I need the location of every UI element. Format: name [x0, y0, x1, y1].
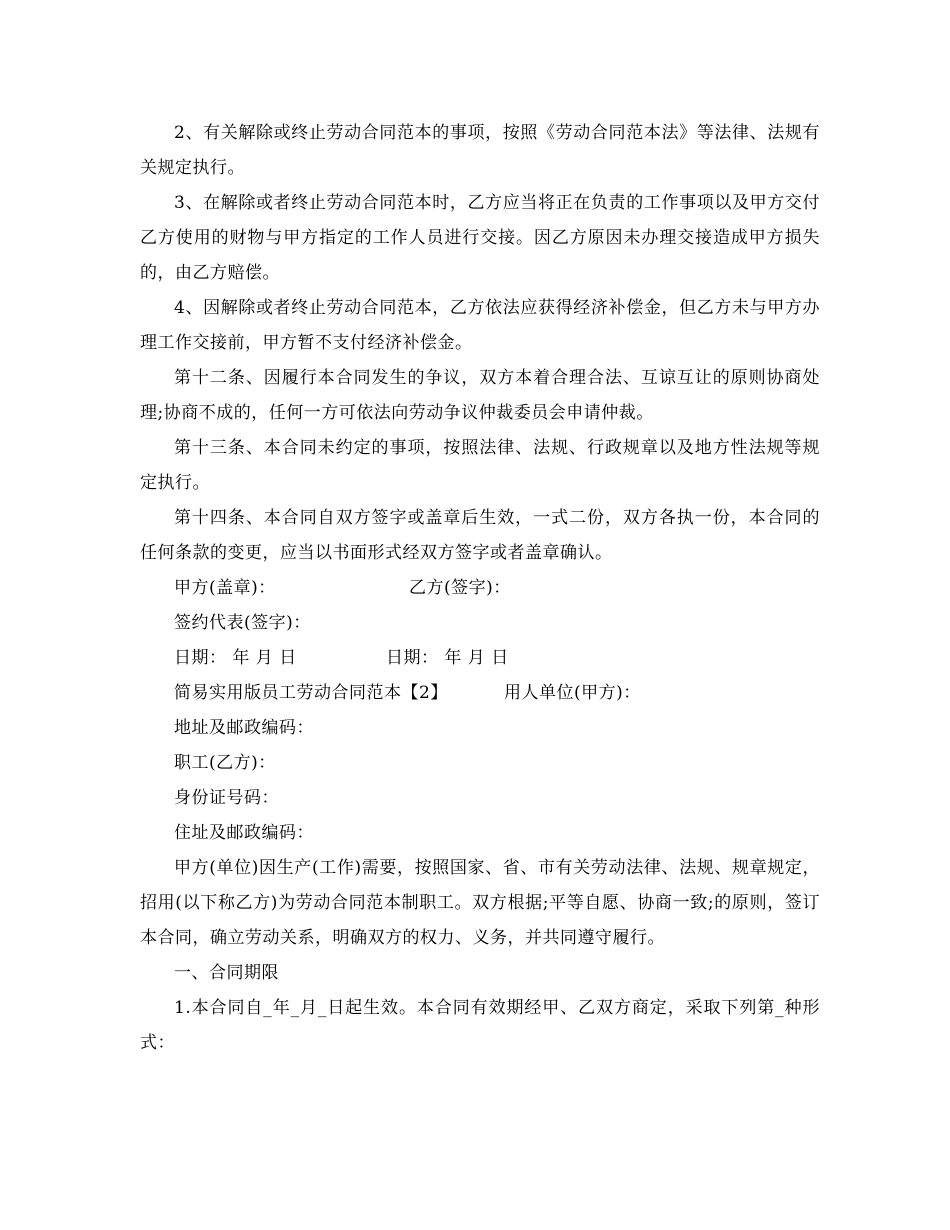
clause-effective-date: 1.本合同自_年_月_日起生效。本合同有效期经甲、乙双方商定，采取下列第_种形式：: [140, 998, 820, 1053]
contract2-title-row: [140, 676, 820, 711]
paragraph-termination-law: 2、有关解除或终止劳动合同范本的事项，按照《劳动合同范本法》等法律、法规有关规定执行。: [140, 123, 820, 178]
party-a-seal-label: 甲方(盖章)：: [174, 578, 276, 598]
id-number-label: 身份证号码：: [174, 788, 279, 808]
date-b-label: 日期： 年 月 日: [386, 648, 509, 668]
document-body: [140, 116, 820, 1061]
paragraph-handover: 3、在解除或者终止劳动合同范本时，乙方应当将正在负责的工作事项以及甲方交付乙方使用的财物与甲方指定的工作人员进行交接。因乙方原因未办理交接造成甲方损失的，由乙方赔偿。: [140, 193, 820, 283]
paragraph-article-13: 第十三条、本合同未约定的事项，按照法律、法规、行政规章以及地方性法规等规定执行。: [140, 438, 820, 493]
signature-dates-row: [140, 641, 820, 676]
representative-sign-label: 签约代表(签字)：: [174, 613, 311, 633]
employee-label: 职工(乙方)：: [174, 753, 276, 773]
residence-label: 住址及邮政编码：: [174, 823, 314, 843]
signature-parties-row: [140, 571, 820, 606]
paragraph-article-14: 第十四条、本合同自双方签字或盖章后生效，一式二份，双方各执一份，本合同的任何条款的变更，应当以书面形式经双方签字或者盖章确认。: [140, 508, 820, 563]
paragraph-compensation: 4、因解除或者终止劳动合同范本，乙方依法应获得经济补偿金，但乙方未与甲方办理工作交接前，甲方暂不支付经济补偿金。: [140, 298, 820, 353]
employer-label: 用人单位(甲方)：: [504, 683, 641, 703]
section-contract-term: 一、合同期限: [174, 963, 279, 983]
address-label: 地址及邮政编码：: [174, 718, 314, 738]
party-b-sign-label: 乙方(签字)：: [409, 578, 511, 598]
date-a-label: 日期： 年 月 日: [174, 648, 297, 668]
paragraph-article-12: 第十二条、因履行本合同发生的争议，双方本着合理合法、互谅互让的原则协商处理;协商不成的，任何一方可依法向劳动争议仲裁委员会申请仲裁。: [140, 368, 820, 423]
contract2-title: 简易实用版员工劳动合同范本【2】: [174, 683, 448, 703]
contract2-intro: 甲方(单位)因生产(工作)需要，按照国家、省、市有关劳动法律、法规、规章规定，招用(以下称乙方)为劳动合同范本制职工。双方根据;平等自愿、协商一致;的原则，签订本合同，确立劳动关系，明确双方的权力、义务，并共同遵守履行。: [140, 858, 820, 948]
